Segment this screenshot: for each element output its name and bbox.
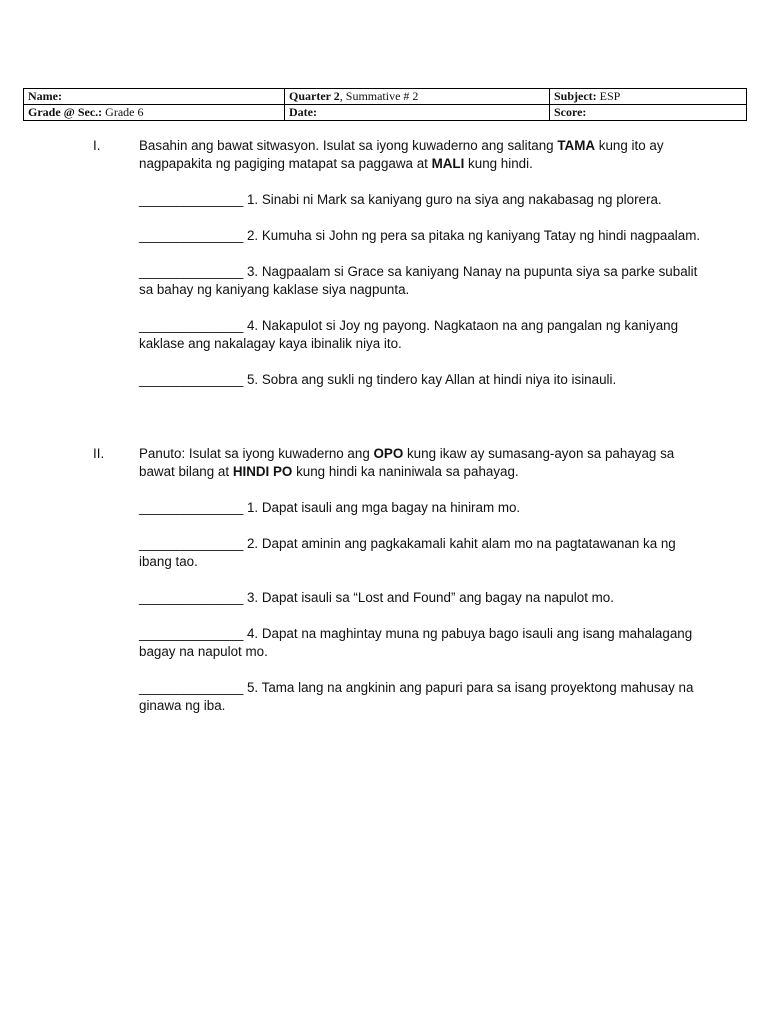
section-2-item-4: ______________ 4. Dapat na maghintay muna ng pabuya bago isauli ang isang mahalagang bagay na napulot mo. xyxy=(139,626,693,659)
section-1-item-5: ______________ 5. Sobra ang sukli ng tindero kay Allan at hindi niya ito isinauli. xyxy=(139,372,617,387)
keyword-mali: MALI xyxy=(431,156,465,171)
section-2-instructions xyxy=(139,445,709,481)
section-1-item-3: ______________ 3. Nagpaalam si Grace sa kaniyang Nanay na pupunta siya sa parke subalit sa bahay ng kaniyang kaklase siya nagpunta. xyxy=(139,264,698,297)
subject-cell xyxy=(550,89,747,105)
subject-label: Subject: xyxy=(554,89,597,103)
section-2-item-1: ______________ 1. Dapat isauli ang mga bagay na hiniram mo. xyxy=(139,500,521,515)
quarter-cell xyxy=(285,89,550,105)
section-2-item-2: ______________ 2. Dapat aminin ang pagkakamali kahit alam mo na pagtatawanan ka ng ibang tao. xyxy=(139,536,676,569)
grade-value: Grade 6 xyxy=(102,105,144,119)
header-row-2 xyxy=(24,105,747,121)
score-cell xyxy=(550,105,747,121)
section-1-instructions xyxy=(139,137,709,173)
section-1-item-1: ______________ 1. Sinabi ni Mark sa kaniyang guro na siya ang nakabasag ng plorera. xyxy=(139,192,662,207)
header-table xyxy=(23,88,747,121)
instr-text: Basahin ang bawat sitwasyon. Isulat sa iyong kuwaderno ang salitang xyxy=(139,138,558,153)
quarter-label: Quarter 2 xyxy=(289,89,340,103)
section-1-item-4: ______________ 4. Nakapulot si Joy ng payong. Nagkataon na ang pangalan ng kaniyang kaklase ang nakalagay kaya ibinalik niya ito. xyxy=(139,318,679,351)
header-row-1 xyxy=(24,89,747,105)
score-label: Score: xyxy=(554,105,587,119)
section-2-body xyxy=(139,445,709,715)
grade-cell xyxy=(24,105,285,121)
date-cell xyxy=(285,105,550,121)
instr-text: kung ito ay nagpapakita ng pagiging matapat sa paggawa at xyxy=(139,138,664,171)
keyword-tama: TAMA xyxy=(557,138,596,153)
quarter-rest: , Summative # 2 xyxy=(339,89,419,103)
instr-text: kung ikaw ay sumasang-ayon sa pahayag sa bawat bilang at xyxy=(139,446,675,479)
subject-value: ESP xyxy=(596,89,621,103)
instr-text: kung hindi ka naniniwala sa pahayag. xyxy=(292,464,519,479)
keyword-opo: OPO xyxy=(373,446,404,461)
section-2-item-5: ______________ 5. Tama lang na angkinin ang papuri para sa isang proyektong mahusay na ginawa ng iba. xyxy=(139,680,694,713)
name-label: Name: xyxy=(28,89,62,103)
grade-label: Grade @ Sec.: xyxy=(28,105,103,119)
instr-text: kung hindi. xyxy=(464,156,533,171)
section-1-numeral: I. xyxy=(93,138,101,153)
section-2-item-3: ______________ 3. Dapat isauli sa “Lost and Found” ang bagay na napulot mo. xyxy=(139,590,614,605)
section-1-item-2: ______________ 2. Kumuha si John ng pera sa pitaka ng kaniyang Tatay ng hindi nagpaalam. xyxy=(139,228,701,243)
section-1-body xyxy=(139,137,709,389)
instr-text: Panuto: Isulat sa iyong kuwaderno ang xyxy=(139,446,374,461)
name-cell xyxy=(24,89,285,105)
section-2-numeral: II. xyxy=(93,446,105,461)
date-label: Date: xyxy=(289,105,317,119)
keyword-hindi-po: HINDI PO xyxy=(232,464,293,479)
